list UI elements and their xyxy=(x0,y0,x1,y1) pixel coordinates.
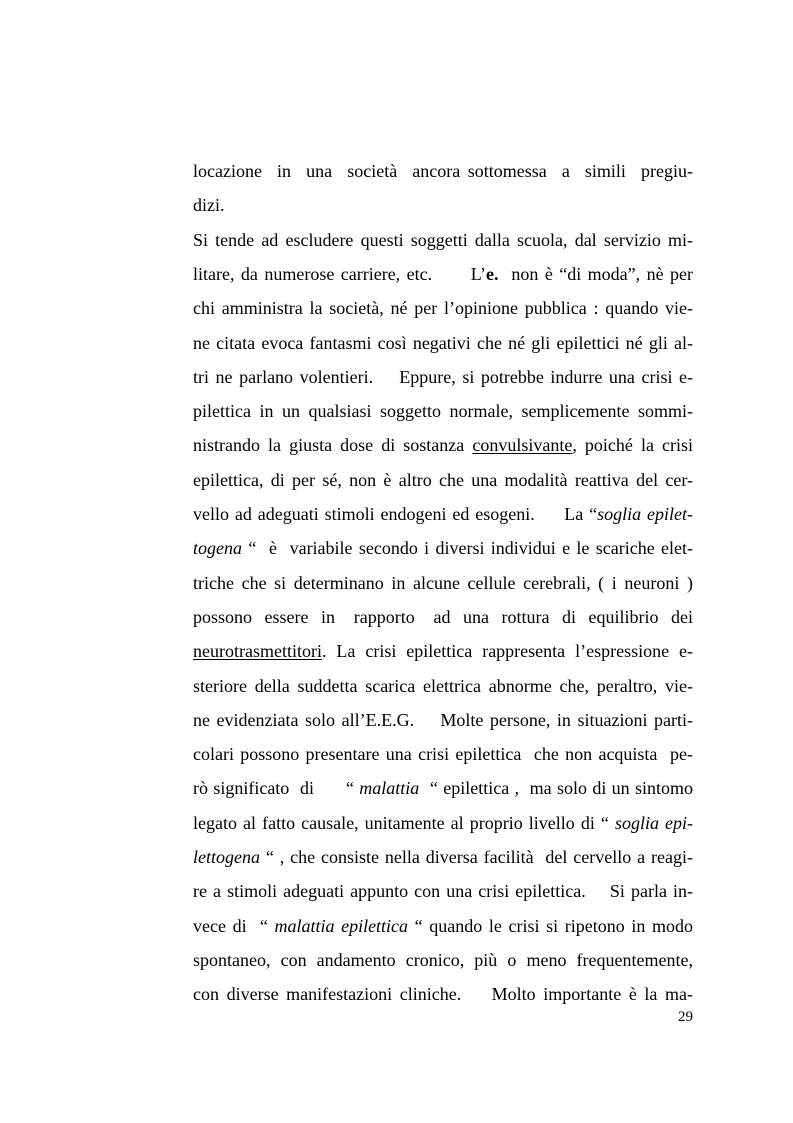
text-run: , poiché la crisi xyxy=(572,435,693,456)
text-run: malattia xyxy=(359,778,420,799)
text-line xyxy=(193,809,693,837)
text-run: togena xyxy=(193,538,242,559)
text-run: dizi. xyxy=(193,195,225,216)
text-run: possono essere in rapporto ad una rottura di equilibrio dei xyxy=(193,606,693,627)
text-line xyxy=(193,877,693,905)
text-line xyxy=(193,740,693,768)
text-run: ne evidenziata solo all’E.E.G. Molte persone, in situazioni parti- xyxy=(193,709,693,730)
text-run: pilettica in un qualsiasi soggetto normale, semplicemente sommi- xyxy=(193,401,693,422)
text-line xyxy=(193,672,693,700)
text-run: vece di “ xyxy=(193,915,275,936)
text-run: lettogena xyxy=(193,847,260,867)
text-line xyxy=(193,912,693,940)
text-run: ne citata evoca fantasmi così negativi che né gli epilettici né gli al- xyxy=(193,332,693,353)
text-run: legato al fatto causale, unitamente al proprio livello di “ xyxy=(193,812,615,833)
text-line xyxy=(193,191,693,219)
text-line xyxy=(193,569,693,597)
text-run: Si tende ad escludere questi soggetti dalla scuola, dal servizio mi- xyxy=(193,229,693,250)
text-run: steriore della suddetta scarica elettrica abnorme che, peraltro, vie- xyxy=(193,675,693,696)
text-line xyxy=(193,329,693,357)
text-run: non è “di moda”, nè per xyxy=(498,263,693,284)
text-run: chi amministra la società, né per l’opinione pubblica : quando vie- xyxy=(193,298,693,319)
text-line xyxy=(193,260,693,288)
text-run: spontaneo, con andamento cronico, più o meno frequentemente, xyxy=(193,949,693,970)
text-line xyxy=(193,603,693,631)
text-line xyxy=(193,294,693,322)
text-line xyxy=(193,534,693,562)
text-line xyxy=(193,706,693,734)
text-run: tri ne parlano volentieri. Eppure, si potrebbe indurre una crisi e- xyxy=(193,366,693,387)
text-line xyxy=(193,226,693,254)
text-line xyxy=(193,946,693,974)
text-line xyxy=(193,431,693,459)
text-run: colari possono presentare una crisi epilettica che non acquista pe- xyxy=(193,744,693,765)
text-run: “ quando le crisi si ripetono in modo xyxy=(408,915,693,936)
text-run: rò significato di “ xyxy=(193,778,360,799)
text-run: malattia epilettica xyxy=(274,915,409,936)
text-run: “ , che consiste nella diversa facilità del cervello a reagi- xyxy=(259,847,693,867)
text-line xyxy=(193,637,693,665)
text-run: litare, da numerose carriere, etc. L’ xyxy=(193,263,487,284)
text-run: convulsivante xyxy=(472,435,573,456)
text-run: vello ad adeguati stimoli endogeni ed esogeni. La “ xyxy=(193,504,598,524)
text-run: triche che si determinano in alcune cellule cerebrali, ( i neuroni ) xyxy=(193,572,693,593)
text-run: nistrando la giusta dose di sostanza xyxy=(193,435,473,456)
text-run: e. xyxy=(486,263,499,284)
page-number: 29 xyxy=(678,1009,693,1025)
text-run: “ epilettica , ma solo di un sintomo xyxy=(419,778,693,799)
text-line xyxy=(193,397,693,425)
text-run: con diverse manifestazioni cliniche. Molto importante è la ma- xyxy=(193,984,693,1005)
text-line xyxy=(193,843,693,871)
text-run: epilettica, di per sé, non è altro che una modalità reattiva del cer- xyxy=(193,469,693,490)
text-run: locazione in una società ancora sottomessa a simili pregiu- xyxy=(193,161,693,181)
text-line xyxy=(193,774,693,802)
text-run: “ è variabile secondo i diversi individui e le scariche elet- xyxy=(242,538,693,559)
text-run: . La crisi epilettica rappresenta l’espressione e- xyxy=(321,641,693,662)
text-run: neurotrasmettitori xyxy=(193,641,322,662)
text-line xyxy=(193,466,693,494)
text-line xyxy=(193,157,693,185)
text-line xyxy=(193,980,693,1008)
text-run: soglia epilet- xyxy=(597,504,693,524)
text-line xyxy=(193,363,693,391)
text-line xyxy=(193,500,693,528)
text-run: re a stimoli adeguati appunto con una crisi epilettica. Si parla in- xyxy=(193,881,693,902)
text-run: soglia epi- xyxy=(614,812,693,833)
